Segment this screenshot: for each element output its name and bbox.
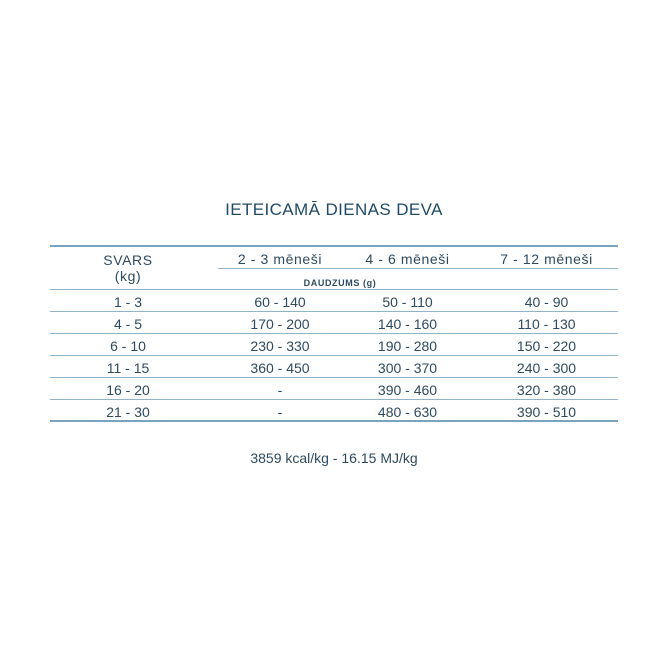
amount-cell: 300 - 370 [377,360,438,376]
amount-cell: 320 - 380 [516,382,577,398]
page-title: IETEICAMĀ DIENAS DEVA [225,200,443,219]
amount-cell: 110 - 130 [517,316,576,332]
amount-cell: 50 - 110 [382,294,433,310]
amount-cell: 40 - 90 [524,294,569,310]
age-header-7-12: 7 - 12 mēneši [500,251,593,267]
row-divider [50,333,618,334]
header-bottom-border [50,289,618,290]
amount-cell: 240 - 300 [516,360,577,376]
amount-cell: - [277,382,283,398]
row-divider [50,355,618,356]
weight-cell: 1 - 3 [113,294,142,310]
table-bottom-border [50,420,618,422]
weight-unit: (kg) [114,268,142,284]
weight-cell: 4 - 5 [113,316,142,332]
amount-cell: 150 - 220 [516,338,577,354]
row-divider [50,399,618,400]
table-top-border [50,245,618,247]
amount-cell: 170 - 200 [250,316,310,332]
row-divider [50,377,618,378]
amount-cell: - [277,404,283,420]
subheader-divider [218,268,618,269]
age-header-4-6: 4 - 6 mēneši [365,251,450,267]
weight-cell: 6 - 10 [110,338,146,354]
amount-cell: 390 - 510 [516,404,577,420]
amount-cell: 60 - 140 [254,294,306,310]
energy-info: 3859 kcal/kg - 16.15 MJ/kg [250,450,418,466]
weight-header: SVARS [103,252,153,268]
amount-cell: 480 - 630 [377,404,438,420]
amount-cell: 390 - 460 [377,382,438,398]
amount-cell: 360 - 450 [250,360,310,376]
amount-cell: 230 - 330 [250,338,310,354]
weight-cell: 16 - 20 [106,382,150,398]
amount-cell: 140 - 160 [377,316,438,332]
amount-cell: 190 - 280 [377,338,438,354]
amount-header: DAUDZUMS (g) [303,278,377,288]
weight-cell: 11 - 15 [106,360,150,376]
weight-cell: 21 - 30 [106,404,150,420]
row-divider [50,311,618,312]
age-header-2-3: 2 - 3 mēneši [237,251,323,267]
